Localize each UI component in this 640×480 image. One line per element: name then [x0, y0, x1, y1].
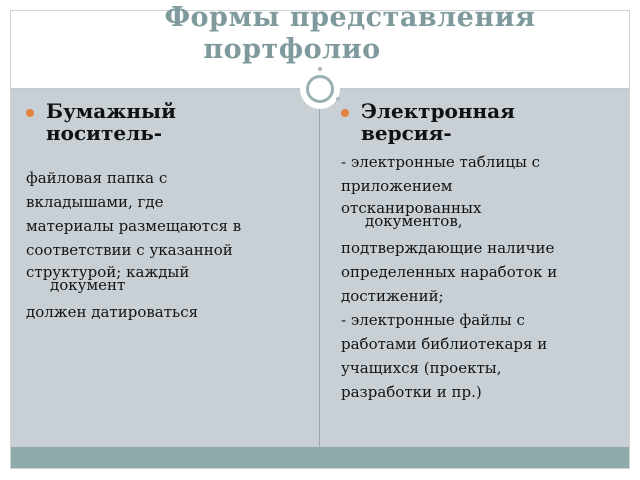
right-heading-line-1: Электронная [361, 99, 515, 123]
right-text-line: достижений; [341, 287, 444, 305]
right-text-line: - электронные файлы с [341, 311, 525, 329]
ornament-dot-icon [318, 67, 322, 71]
left-text-line: структурой; каждый [26, 263, 190, 281]
right-text-line: отсканированных [341, 199, 482, 217]
left-text-line: материалы размещаются в [26, 217, 242, 235]
bullet-icon [26, 109, 34, 117]
right-text-line: работами библиотекаря и [341, 335, 548, 353]
right-text-line: разработки и пр.) [341, 383, 482, 401]
right-text-line: документов, [365, 212, 463, 230]
right-column [341, 100, 631, 404]
right-text-line: - электронные таблицы с [341, 153, 541, 171]
right-text-line: определенных наработок и [341, 263, 558, 281]
left-column [26, 100, 316, 324]
left-text-line: вкладышами, где [26, 193, 164, 211]
left-heading-line-1: Бумажный [46, 99, 176, 123]
column-separator [319, 98, 320, 448]
right-text-line: учащихся (проекты, [341, 359, 502, 377]
right-text-line: подтверждающие наличие [341, 239, 555, 257]
circle-ornament-icon [306, 75, 334, 103]
ornament-dot-icon [336, 97, 340, 101]
left-text-line: файловая папка с [26, 169, 168, 187]
left-text-line: документ [50, 276, 126, 294]
title-line-2: портфолио [203, 34, 381, 65]
left-text-line: соответствии с указанной [26, 241, 233, 259]
bullet-icon [341, 109, 349, 117]
footer-bar [11, 447, 629, 468]
left-heading-line-2: носитель- [46, 121, 163, 145]
right-heading-line-2: версия- [361, 121, 452, 145]
left-text-line: должен датироваться [26, 303, 199, 321]
right-text-line: приложением [341, 177, 453, 195]
title-line-1: Формы представления [164, 2, 536, 33]
